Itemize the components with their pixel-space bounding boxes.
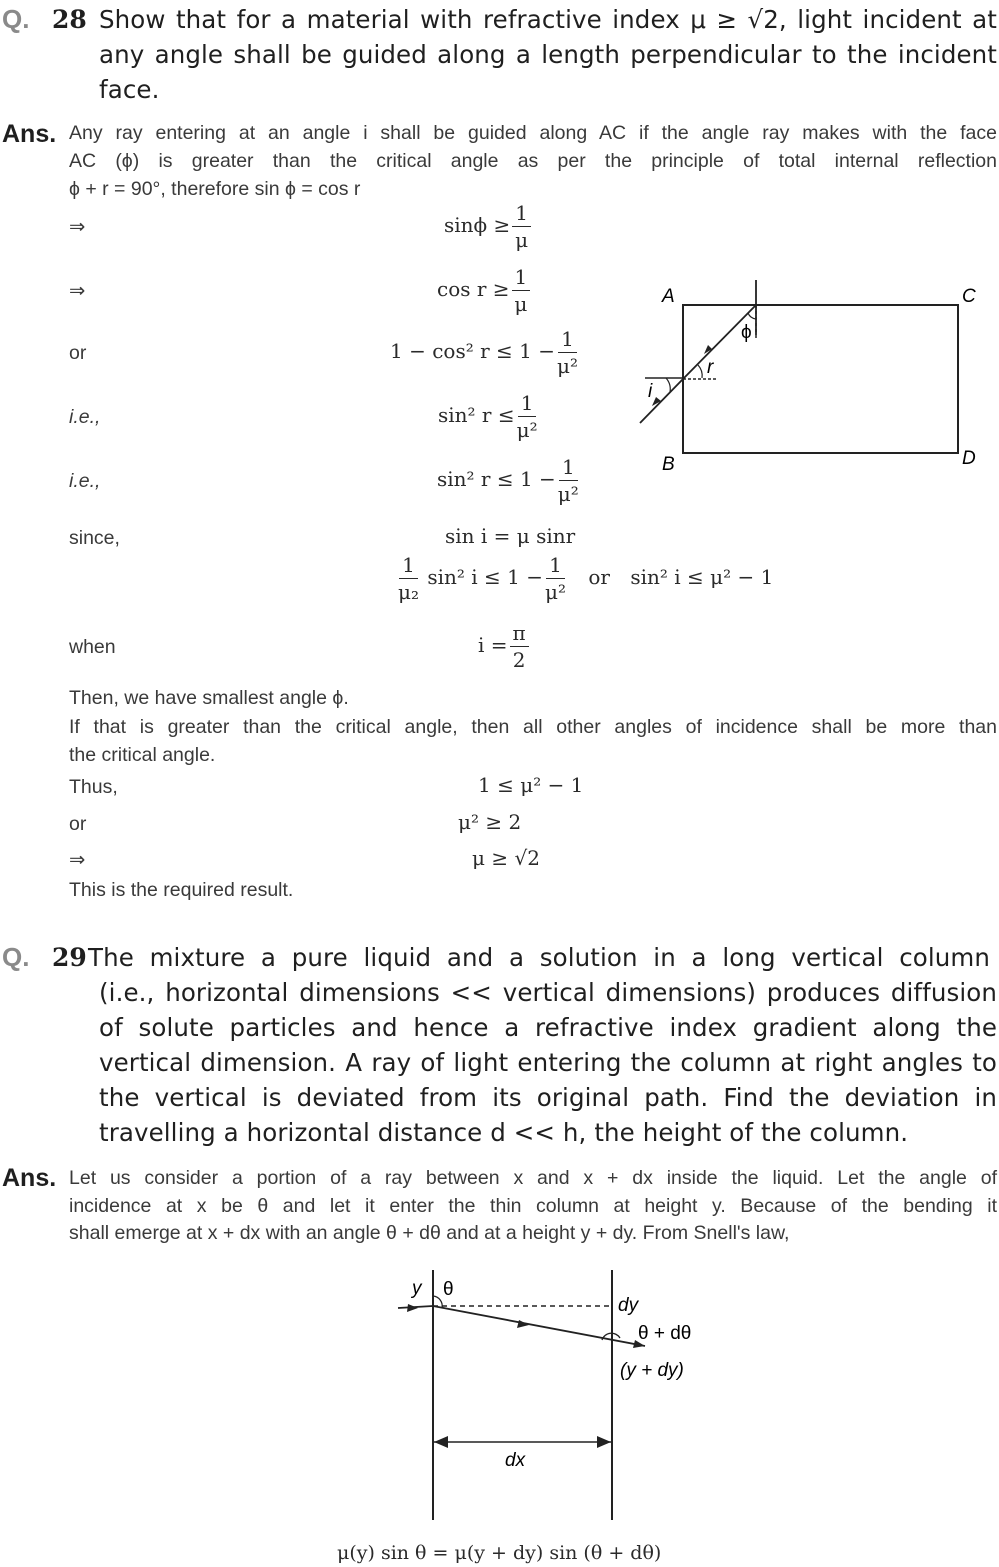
denominator: μ xyxy=(514,292,528,316)
answer-text-line: incidence at x be θ and let it enter the thin column at height y. Because of the bending it xyxy=(69,1195,997,1217)
snell-derived-equation xyxy=(396,552,773,605)
step-left-label: since, xyxy=(69,527,120,549)
answer-text-line: This is the required result. xyxy=(69,879,294,901)
step-left-label: when xyxy=(69,636,116,658)
equation-lhs: sin² r ≤ xyxy=(438,403,515,427)
question-number: 29 xyxy=(52,943,87,972)
denominator: 2 xyxy=(512,648,526,672)
step-left-label: ⇒ xyxy=(69,849,86,871)
answer-text-line: ϕ + r = 90°, therefore sin ϕ = cos r xyxy=(69,178,361,200)
label-theta: θ xyxy=(443,1279,454,1300)
or-equation: μ² ≥ 2 xyxy=(458,810,522,834)
angle-label-phi: ϕ xyxy=(741,322,752,343)
answer-text-line: If that is greater than the critical angle, then all other angles of incidence shall be more than xyxy=(69,716,997,738)
result-equation: μ ≥ √2 xyxy=(472,846,540,870)
arrowhead xyxy=(407,1304,418,1312)
numerator: 1 xyxy=(512,200,531,227)
equation-lhs: sin² r ≤ 1 − xyxy=(437,467,556,491)
angle-arc-r xyxy=(698,365,702,378)
question-text-line: any angle shall be guided along a length perpendicular to the incident xyxy=(99,40,997,69)
denominator: μ² xyxy=(545,580,567,604)
answer-text-line: Let us consider a portion of a ray between x and x + dx inside the liquid. Let the angle of xyxy=(69,1167,997,1189)
question-label: Q. xyxy=(2,942,30,972)
question-text-line: of solute particles and hence a refractive index gradient along the xyxy=(99,1013,997,1042)
snell-equation: sin i = μ sinr xyxy=(445,524,576,548)
thus-equation: 1 ≤ μ² − 1 xyxy=(478,773,584,797)
snell-law-equation: μ(y) sin θ = μ(y + dy) sin (θ + dθ) xyxy=(337,1542,662,1564)
fraction xyxy=(398,552,419,605)
fraction xyxy=(510,620,529,673)
fraction xyxy=(557,326,578,379)
step-left-label: or xyxy=(69,813,87,835)
denominator: μ² xyxy=(556,354,578,378)
equation-lhs: sinϕ ≥ xyxy=(444,213,511,237)
angle-arc-i xyxy=(666,378,670,392)
numerator: 1 xyxy=(559,454,578,481)
question-number: 28 xyxy=(52,5,87,34)
question-label: Q. xyxy=(2,4,30,34)
fraction xyxy=(512,200,531,253)
vertex-label-b: B xyxy=(662,454,675,475)
equation-part: sin² i ≤ μ² − 1 xyxy=(630,565,774,589)
label-dx: dx xyxy=(505,1450,526,1471)
numerator: 1 xyxy=(546,552,565,579)
vertex-label-c: C xyxy=(962,286,976,307)
angle-label-r: r xyxy=(707,357,714,378)
fraction xyxy=(512,264,531,317)
vertex-label-d: D xyxy=(962,448,976,469)
denominator: μ₂ xyxy=(398,580,420,604)
step-equation xyxy=(437,264,532,317)
step-left-label: ⇒ xyxy=(69,280,86,302)
equation-or: or xyxy=(588,565,610,589)
answer-text-line: shall emerge at x + dx with an angle θ + dθ and at a height y + dy. From Snell's law, xyxy=(69,1222,790,1244)
incident-ray xyxy=(640,379,683,423)
answer-label: Ans. xyxy=(2,1164,57,1192)
when-equation xyxy=(478,620,531,673)
angle-arc-phi xyxy=(748,313,756,319)
bent-ray xyxy=(433,1306,645,1346)
step-equation xyxy=(437,454,581,507)
answer-label: Ans. xyxy=(2,120,57,148)
step-left-label xyxy=(69,467,100,495)
figure-light-guide xyxy=(630,275,990,475)
question-text-line: Show that for a material with refractive index μ ≥ √2, light incident at xyxy=(99,5,997,34)
denominator: μ² xyxy=(516,418,538,442)
equation-lhs: i = xyxy=(478,633,508,657)
label-theta-dtheta: θ + dθ xyxy=(638,1323,692,1344)
question-text-line: vertical dimension. A ray of light entering the column at right angles to xyxy=(99,1048,997,1077)
equation-lhs: 1 − cos² r ≤ 1 − xyxy=(390,339,555,363)
numerator: 1 xyxy=(512,264,531,291)
answer-text-line: Then, we have smallest angle ϕ. xyxy=(69,687,349,709)
question-text-line: face. xyxy=(99,75,160,104)
denominator: μ² xyxy=(557,482,579,506)
step-left-label: ⇒ xyxy=(69,216,86,238)
fraction xyxy=(558,454,579,507)
step-left-label xyxy=(69,403,100,431)
step-label-text: i.e., xyxy=(69,470,101,492)
figure-column-deviation xyxy=(390,1268,720,1524)
label-dy: dy xyxy=(618,1295,639,1316)
step-equation xyxy=(390,326,580,379)
question-text-line: travelling a horizontal distance d << h, the height of the column. xyxy=(99,1118,909,1147)
question-text-line: the vertical is deviated from its original path. Find the deviation in xyxy=(99,1083,997,1112)
answer-text-line: the critical angle. xyxy=(69,744,216,766)
question-text-line: The mixture a pure liquid and a solution in a long vertical column xyxy=(88,943,990,972)
step-label-text: i.e., xyxy=(69,406,101,428)
label-y-dy: (y + dy) xyxy=(620,1360,684,1381)
arrowhead xyxy=(597,1436,611,1448)
numerator: 1 xyxy=(558,326,577,353)
step-left-label: or xyxy=(69,342,87,364)
arrowhead xyxy=(434,1436,448,1448)
step-equation xyxy=(444,200,533,253)
question-text-line: (i.e., horizontal dimensions << vertical dimensions) produces diffusion xyxy=(99,978,997,1007)
step-equation xyxy=(438,390,540,443)
fraction xyxy=(517,390,538,443)
denominator: μ xyxy=(515,228,529,252)
angle-label-i: i xyxy=(648,381,653,402)
numerator: 1 xyxy=(399,552,418,579)
equation-part: sin² i ≤ 1 − xyxy=(427,565,543,589)
numerator: 1 xyxy=(518,390,537,417)
fraction xyxy=(545,552,566,605)
vertex-label-a: A xyxy=(662,286,675,307)
guide-block xyxy=(683,305,958,453)
equation-lhs: cos r ≥ xyxy=(437,277,510,301)
step-left-label: Thus, xyxy=(69,776,118,798)
label-y: y xyxy=(412,1278,422,1299)
answer-text-line: Any ray entering at an angle i shall be guided along AC if the angle ray makes with the face xyxy=(69,122,997,144)
arrowhead xyxy=(652,397,661,406)
numerator: π xyxy=(510,620,529,647)
answer-text-line: AC (ϕ) is greater than the critical angle as per the principle of total internal reflection xyxy=(69,150,997,172)
